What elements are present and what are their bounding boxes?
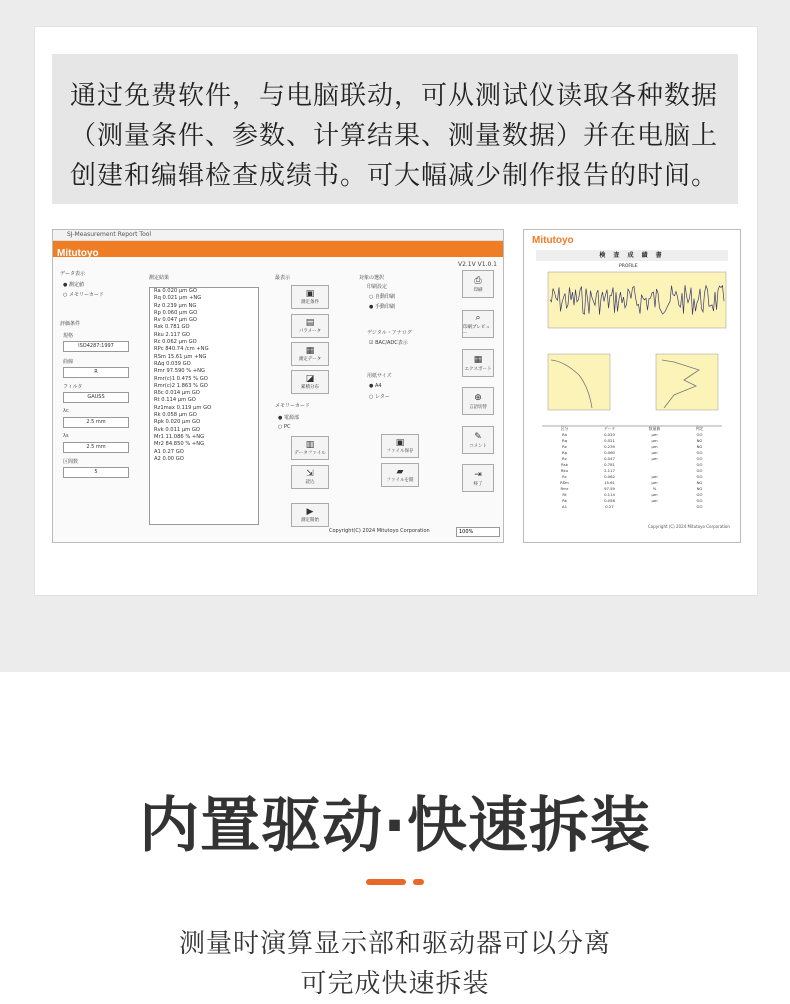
- result-row: A2 0.00 GO: [154, 455, 184, 462]
- magnifier-icon: ⌕: [475, 312, 481, 323]
- graph-icon: ◪: [305, 374, 315, 384]
- standard-field[interactable]: ISO4287:1997: [63, 341, 129, 352]
- start-button[interactable]: ▶ 測定開始: [291, 503, 329, 527]
- description-line-1: 通过免费软件，与电脑联动，可从测试仪读取各种数据: [70, 81, 719, 111]
- save-file-button[interactable]: ▣ ファイル保存: [381, 434, 419, 458]
- paper-size-label: 用紙サイズ: [367, 373, 392, 379]
- accent-dash-short: [413, 879, 424, 885]
- lc-field[interactable]: 2.5 mm: [63, 417, 129, 428]
- conditions-heading: 評価条件: [60, 321, 81, 327]
- conditions-button[interactable]: ▣ 測定条件: [291, 285, 329, 309]
- result-row: Rz1max 0.119 μm GO: [154, 404, 212, 411]
- import-icon: ⇲: [306, 469, 314, 479]
- radio-a4[interactable]: ● A4: [369, 383, 382, 389]
- subtext-line-2: 可完成快速拆装: [300, 969, 490, 999]
- result-row: Rz 0.239 μm NG: [154, 302, 197, 309]
- result-row: Mr2 84.850 % +NG: [154, 441, 205, 448]
- export-icon: ▦: [473, 354, 483, 365]
- ls-field[interactable]: 2.5 mm: [63, 442, 129, 453]
- report-table-row: Rmr 97.59 % NG: [560, 486, 703, 491]
- export-button[interactable]: ▦ エクスポート: [462, 349, 494, 377]
- result-row: Rmr(c)1 0.475 % GO: [154, 375, 208, 382]
- report-table-header: 区分 データ 数量値 判定: [560, 426, 704, 431]
- preview-button[interactable]: ⌕ 印刷プレビュー: [462, 310, 494, 338]
- results-list: [149, 287, 259, 525]
- result-row: Rvk 0.011 μm GO: [154, 426, 200, 433]
- curve-label: 曲線: [63, 359, 74, 365]
- description-line-3: 创建和编辑检查成绩书。可大幅减少制作报告的时间。: [70, 161, 719, 191]
- distribution-plot-area: [656, 354, 718, 410]
- result-row: Rδc 0.014 μm GO: [154, 390, 200, 397]
- print-label: 印刷設定: [367, 284, 388, 290]
- report-table-row: Rt 0.114 μm GO: [562, 492, 703, 497]
- ls-label: λs: [63, 433, 69, 439]
- radio-mem-device[interactable]: ● 電源部: [278, 415, 299, 421]
- subtext-line-1: 测量时演算显示部和驱动器可以分离: [178, 929, 611, 959]
- read-button[interactable]: ⇲ 読込: [291, 465, 329, 489]
- bac-adc-checkbox[interactable]: ☑ BAC/ADC表示: [369, 340, 408, 346]
- result-row: RΔq 0.039 GO: [154, 360, 191, 367]
- report-logo: Mitutoyo: [532, 235, 574, 246]
- report-table-row: Rz 0.239 μm NG: [562, 444, 703, 449]
- bearing-plot-area: [548, 354, 610, 410]
- filter-label: フィルタ: [63, 384, 83, 390]
- folder-open-icon: ▰: [396, 467, 404, 477]
- exit-icon: ⇥: [474, 469, 482, 480]
- globe-icon: ⊕: [474, 392, 482, 403]
- result-row: Rp 0.060 μm GO: [154, 309, 198, 316]
- memory-heading: メモリーカード: [275, 403, 310, 409]
- data-display-heading: データ表示: [60, 271, 86, 277]
- report-title: 検 査 成 績 書: [536, 250, 728, 261]
- comment-button[interactable]: ✎ コメント: [462, 426, 494, 454]
- report-table-row: Ra 0.020 μm GO: [562, 432, 703, 437]
- display-heading: 最表示: [275, 275, 291, 281]
- result-row: Rpk 0.020 μm GO: [154, 419, 201, 426]
- result-row: Rv 0.047 μm GO: [154, 317, 197, 324]
- window-title: SJ-Measurement Report Tool: [53, 230, 503, 241]
- accent-dash-long: [366, 879, 406, 885]
- report-copyright: Copyright (C) 2024 Mitutoyo Corporation: [648, 524, 730, 529]
- result-row: Rsk 0.781 GO: [154, 324, 190, 331]
- result-row: Rmr(c)2 1.863 % GO: [154, 382, 208, 389]
- section-heading: 内置驱动·快速拆装: [139, 791, 651, 861]
- result-row: Rku 2.117 GO: [154, 331, 190, 338]
- app-header-bar: [53, 241, 503, 257]
- monitor-icon: ▣: [305, 289, 315, 299]
- report-subtitle: PROFILE: [619, 264, 638, 269]
- description-text: [52, 54, 738, 196]
- software-window: [52, 229, 504, 543]
- report-table-row: RSm 15.61 μm NG: [560, 480, 703, 485]
- standard-label: 規格: [63, 333, 74, 339]
- print-button[interactable]: ⎙ 印刷: [462, 270, 494, 298]
- lc-label: λc: [63, 408, 69, 414]
- result-row: RPc 840.74 /cm +NG: [154, 346, 209, 353]
- save-icon: ▣: [395, 438, 405, 448]
- open-file-button[interactable]: ▰ ファイルを開: [381, 463, 419, 487]
- description-line-2: （测量条件、参数、计算结果、测量数据）并在电脑上: [70, 121, 719, 151]
- radio-auto-print[interactable]: ○ 自動印刷: [369, 294, 395, 300]
- chart-icon: ▦: [305, 346, 315, 356]
- copyright-text: Copyright(C) 2024 Mitutoyo Corporation: [329, 528, 430, 534]
- result-row: Mr1 11.086 % +NG: [154, 433, 205, 440]
- exit-button[interactable]: ⇥ 終了: [462, 464, 494, 492]
- result-row: RSm 15.61 μm +NG: [154, 353, 207, 360]
- report-table-row: A1 0.27 GO: [561, 504, 703, 509]
- result-row: Rk 0.058 μm GO: [154, 412, 197, 419]
- result-row: Ra 0.020 μm GO: [154, 288, 197, 294]
- result-row: Rc 0.062 μm GO: [154, 339, 197, 346]
- version-label: V2.1V V1.0.1: [457, 261, 497, 268]
- report-table-row: Rku 2.117 GO: [560, 468, 703, 473]
- folder-icon: ▥: [305, 440, 315, 450]
- results-heading: 測定結果: [149, 275, 170, 281]
- pencil-icon: ✎: [474, 431, 482, 442]
- display-mode-label: デジタル・アナログ: [367, 330, 412, 336]
- parameter-button[interactable]: ▤ パラメータ: [291, 314, 329, 338]
- radio-manual-print[interactable]: ● 手動印刷: [369, 304, 395, 310]
- result-row: Rt 0.114 μm GO: [154, 397, 196, 404]
- data-file-button[interactable]: ▥ データファイル: [291, 436, 329, 460]
- radio-mem-pc[interactable]: ○ PC: [278, 424, 291, 430]
- n-label: 区間数: [63, 459, 79, 465]
- start-icon: ▶: [306, 507, 314, 517]
- result-row: Rmr 97.590 % +NG: [154, 368, 206, 375]
- data-button[interactable]: ▦ 測定データ: [291, 342, 329, 366]
- report-table-row: Rk 0.058 μm GO: [562, 498, 703, 503]
- report-table-row: Rc 0.062 μm GO: [562, 474, 703, 479]
- curve-field[interactable]: R: [63, 367, 129, 378]
- mitutoyo-logo: Mitutoyo: [57, 248, 99, 259]
- report-table-row: Rq 0.021 μm NG: [561, 438, 703, 443]
- graph-button[interactable]: ◪ 累積分布: [291, 370, 329, 394]
- print-heading: 対象の選択: [359, 275, 385, 281]
- zoom-select[interactable]: 100%: [456, 527, 500, 537]
- result-row: A1 0.27 GO: [154, 448, 184, 455]
- printer-icon: ⎙: [474, 275, 482, 286]
- report-table-row: Rsk 0.781 GO: [561, 462, 703, 467]
- radio-memory[interactable]: ○ メモリーカード: [63, 292, 104, 298]
- report-table: [542, 426, 722, 510]
- radio-measure[interactable]: ● 測定値: [63, 282, 84, 288]
- filter-field[interactable]: GAUSS: [63, 392, 129, 403]
- result-row: Rq 0.021 μm +NG: [154, 295, 202, 302]
- language-button[interactable]: ⊕ 言語切替: [462, 387, 494, 415]
- radio-letter[interactable]: ○ レター: [369, 394, 390, 400]
- report-table-row: Rv 0.047 μm GO: [562, 456, 703, 461]
- description-box: [52, 54, 738, 204]
- report-preview: [523, 229, 741, 543]
- section-subtext: [0, 924, 790, 1004]
- document-icon: ▤: [305, 318, 315, 328]
- report-table-row: Rp 0.060 μm GO: [561, 450, 703, 455]
- n-field[interactable]: 5: [63, 467, 129, 478]
